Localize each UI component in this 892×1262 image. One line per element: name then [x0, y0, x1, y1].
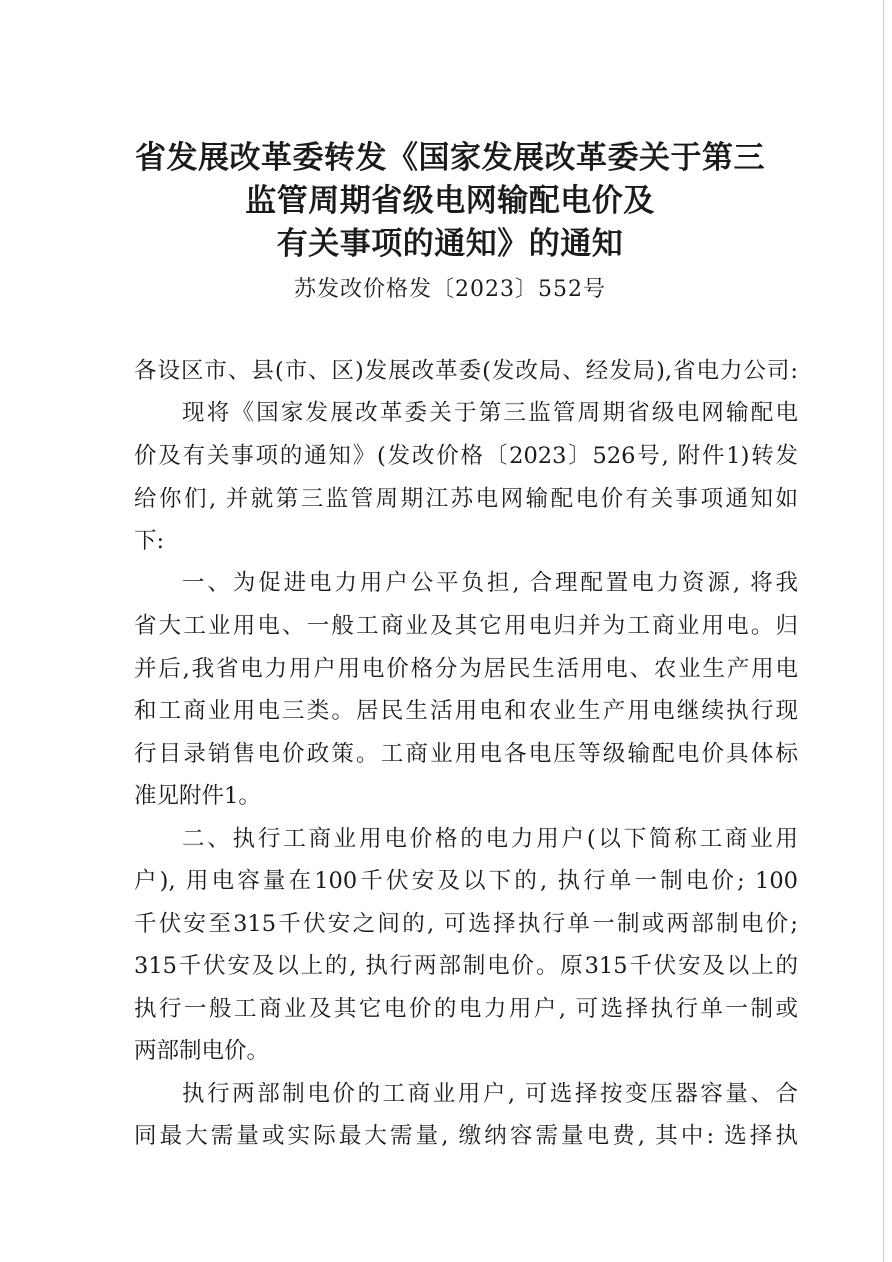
body-line: 千伏安至315千伏安之间的, 可选择执行单一制或两部制电价; — [134, 911, 798, 937]
body-line: 行目录销售电价政策。工商业用电各电压等级输配电价具体标 — [134, 741, 798, 767]
document-title-line-1: 省发展改革委转发《国家发展改革委关于第三 — [135, 140, 765, 176]
body-line: 准见附件1。 — [134, 783, 261, 809]
page-edge-line — [883, 0, 884, 1262]
body-line: 户), 用电容量在100千伏安及以下的, 执行单一制电价; 100 — [134, 868, 798, 894]
body-line: 执行一般工商业及其它电价的电力用户, 可选择执行单一制或 — [134, 996, 798, 1022]
body-line: 和工商业用电三类。居民生活用电和农业生产用电继续执行现 — [134, 698, 798, 724]
document-number: 苏发改价格发〔2023〕552号 — [294, 277, 606, 302]
body-line: 执行两部制电价的工商业用户, 可选择按变压器容量、合 — [182, 1081, 798, 1107]
body-line: 给你们, 并就第三监管周期江苏电网输配电价有关事项通知如 — [134, 486, 798, 512]
body-line: 两部制电价。 — [134, 1038, 270, 1064]
body-line: 315千伏安及以上的, 执行两部制电价。原315千伏安及以上的 — [134, 953, 798, 979]
body-line: 二、执行工商业用电价格的电力用户(以下简称工商业用 — [182, 826, 798, 852]
body-line: 同最大需量或实际最大需量, 缴纳容需量电费, 其中: 选择执 — [134, 1123, 798, 1149]
body-line: 并后,我省电力用户用电价格分为居民生活用电、农业生产用电 — [134, 656, 798, 682]
document-title-line-2: 监管周期省级电网输配电价及 — [245, 183, 655, 219]
body-line: 一、为促进电力用户公平负担, 合理配置电力资源, 将我 — [182, 570, 798, 596]
body-line: 现将《国家发展改革委关于第三监管周期省级电网输配电 — [182, 400, 798, 426]
body-line: 省大工业用电、一般工商业及其它用电归并为工商业用电。归 — [134, 613, 798, 639]
body-line: 价及有关事项的通知》(发改价格〔2023〕526号, 附件1)转发 — [134, 443, 798, 469]
body-line: 下: — [134, 528, 165, 554]
salutation-line: 各设区市、县(市、区)发展改革委(发改局、经发局),省电力公司: — [134, 358, 798, 384]
document-title-line-3: 有关事项的通知》的通知 — [276, 226, 624, 262]
